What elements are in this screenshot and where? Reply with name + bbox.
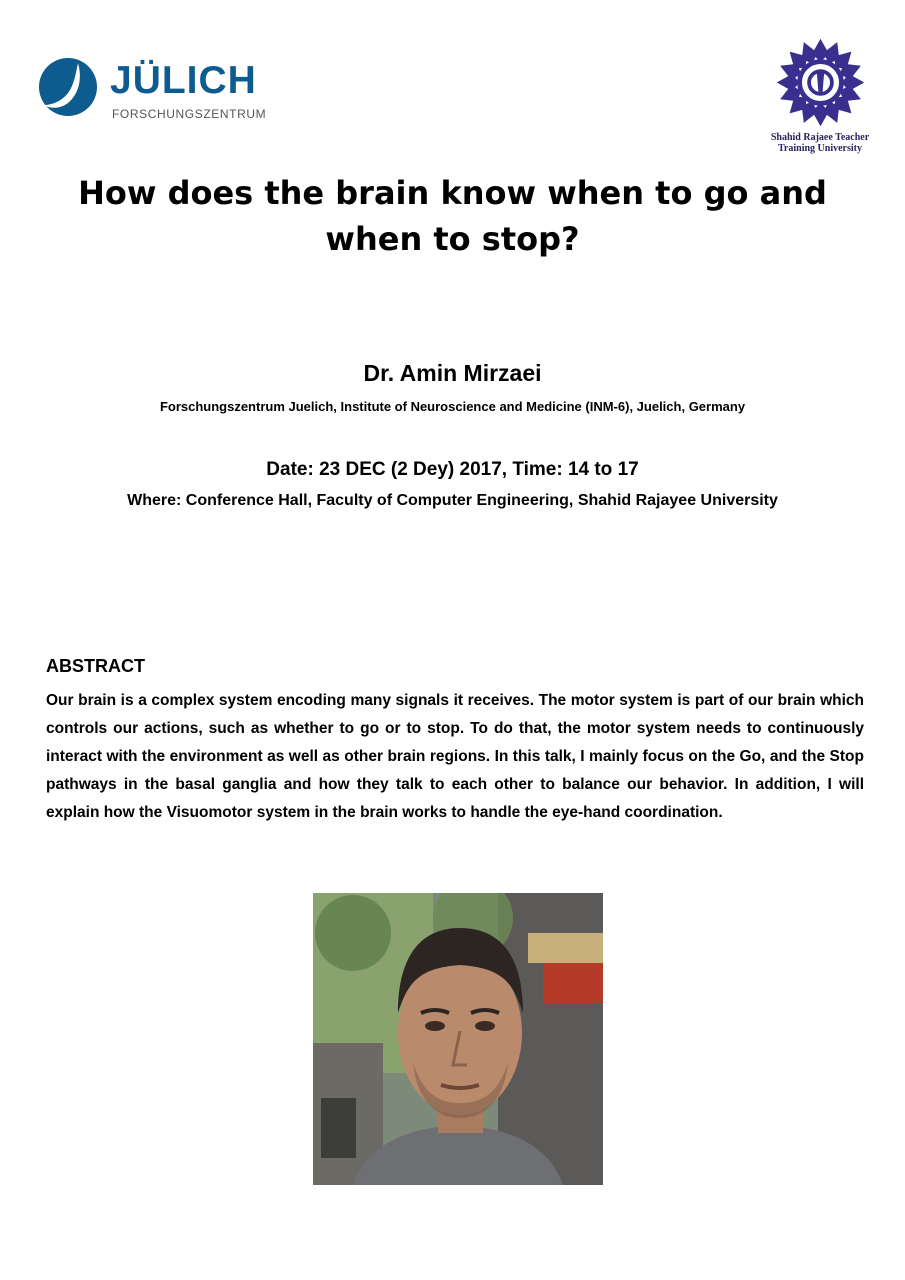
speaker-name: Dr. Amin Mirzaei bbox=[363, 360, 542, 386]
university-name-line1: Shahid Rajaee Teacher bbox=[770, 132, 870, 143]
university-logo bbox=[765, 35, 875, 160]
abstract-heading: ABSTRACT bbox=[46, 656, 145, 676]
university-name-line2: Training University bbox=[778, 143, 862, 154]
julich-logo-icon bbox=[38, 57, 98, 117]
talk-title: How does the brain know when to go and when to stop? bbox=[78, 174, 827, 258]
abstract-body: Our brain is a complex system encoding many signals it receives. The motor system is part of our brain which controls our actions, such as whether to go or to stop. To do that, the motor system needs to continuously interact with the environment as well as other brain regions. In this talk, I mainly focus on the Go, and the Stop pathways in the basal ganglia and how they talk to each other to balance our behavior. In addition, I will explain how the Visuomotor system in the brain works to handle the eye-hand coordination. bbox=[46, 692, 864, 821]
event-location: Where: Conference Hall, Faculty of Computer Engineering, Shahid Rajayee University bbox=[127, 492, 778, 509]
university-name bbox=[765, 132, 875, 154]
university-emblem-icon bbox=[773, 35, 868, 130]
julich-subtitle: FORSCHUNGSZENTRUM bbox=[112, 107, 267, 121]
julich-logo bbox=[38, 55, 268, 130]
speaker-affiliation: Forschungszentrum Juelich, Institute of Neuroscience and Medicine (INM-6), Juelich, Germany bbox=[159, 399, 746, 414]
speaker-photo bbox=[313, 893, 603, 1185]
event-date-time: Date: 23 DEC (2 Dey) 2017, Time: 14 to 17 bbox=[266, 459, 639, 480]
julich-wordmark: JÜLICH bbox=[110, 59, 257, 102]
